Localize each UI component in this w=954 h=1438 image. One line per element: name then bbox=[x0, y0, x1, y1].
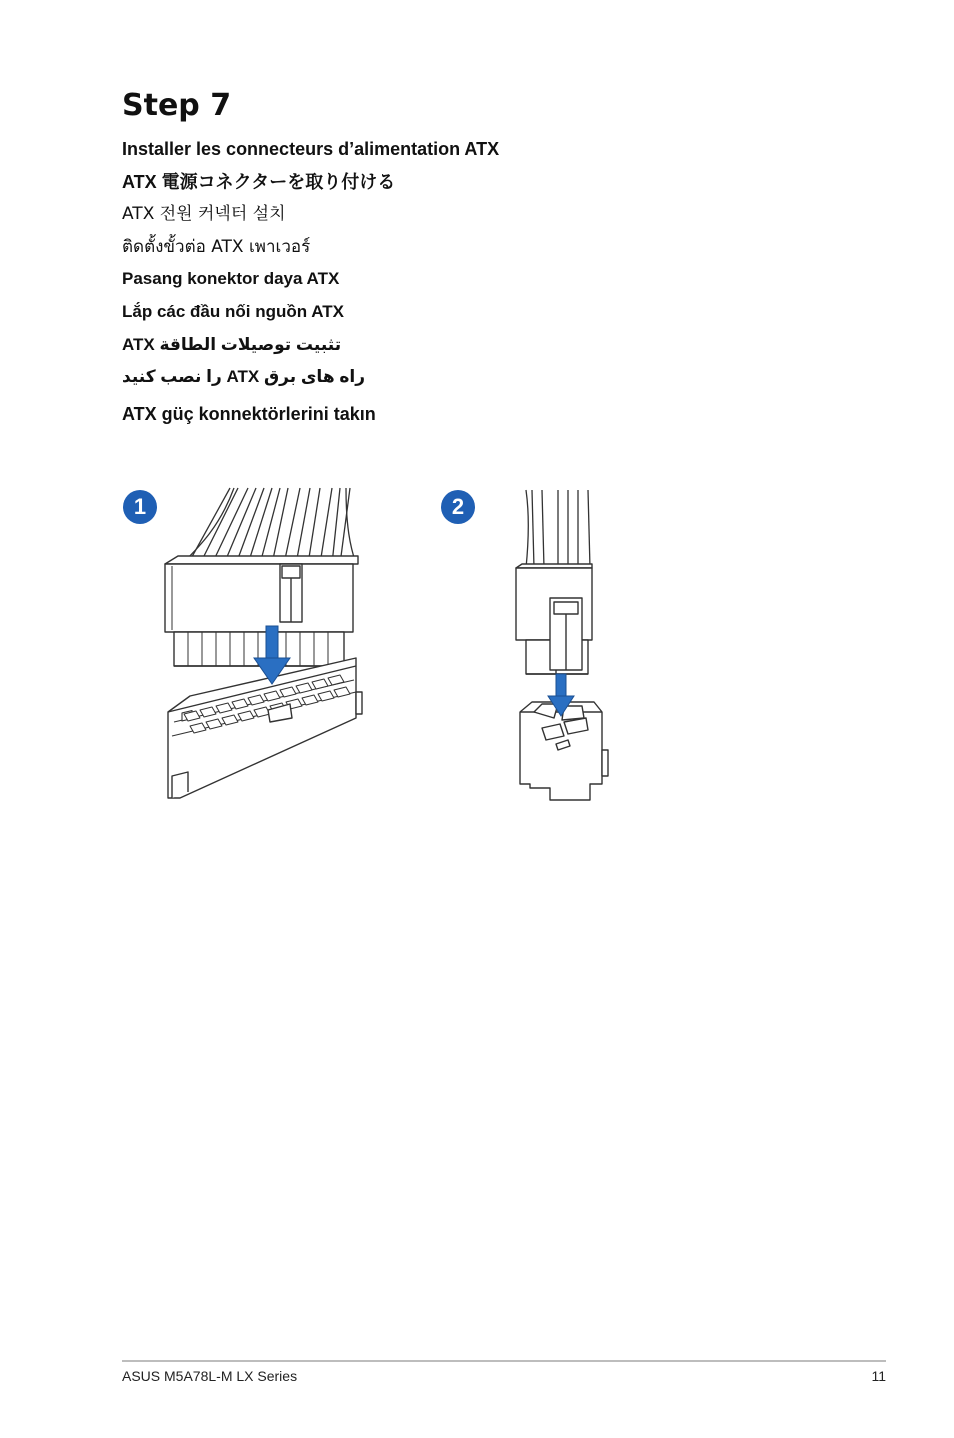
step-title: Step 7 bbox=[122, 88, 232, 123]
instruction-french: Installer les connecteurs d’alimentation ATX bbox=[122, 139, 500, 159]
instruction-turkish: ATX güç konnektörlerini takın bbox=[122, 403, 376, 424]
footer-product-name: ASUS M5A78L-M LX Series bbox=[122, 1368, 298, 1384]
page-number: 11 bbox=[871, 1368, 886, 1384]
step-badge-2: 2 bbox=[441, 490, 475, 524]
instruction-list bbox=[122, 136, 722, 433]
step-badge-1: 1 bbox=[123, 490, 157, 524]
wire-bundle bbox=[526, 490, 590, 568]
atx12v-plug bbox=[516, 564, 592, 674]
instruction-persian: راه های برق ATX را نصب کنید bbox=[122, 367, 365, 387]
instruction-japanese: ATX 電源コネクターを取り付ける bbox=[122, 171, 396, 192]
wire-bundle bbox=[182, 488, 356, 564]
instruction-vietnamese: Lắp các đầu nối nguồn ATX bbox=[122, 301, 344, 321]
instruction-arabic: ATX تثبيت توصيلات الطاقة bbox=[122, 334, 342, 354]
atx-plug bbox=[165, 556, 358, 666]
instruction-indonesian: Pasang konektor daya ATX bbox=[122, 269, 340, 289]
footer-divider bbox=[122, 1360, 886, 1362]
atx-socket bbox=[168, 658, 362, 798]
atx-4pin-connector-illustration bbox=[512, 488, 612, 806]
atx12v-socket bbox=[520, 702, 608, 800]
instruction-thai: ติดตั้งขั้วต่อ ATX เพาเวอร์ bbox=[122, 236, 311, 257]
instruction-korean: ATX 전원 커넥터 설치 bbox=[122, 204, 286, 225]
atx-24pin-connector-illustration bbox=[160, 486, 370, 798]
